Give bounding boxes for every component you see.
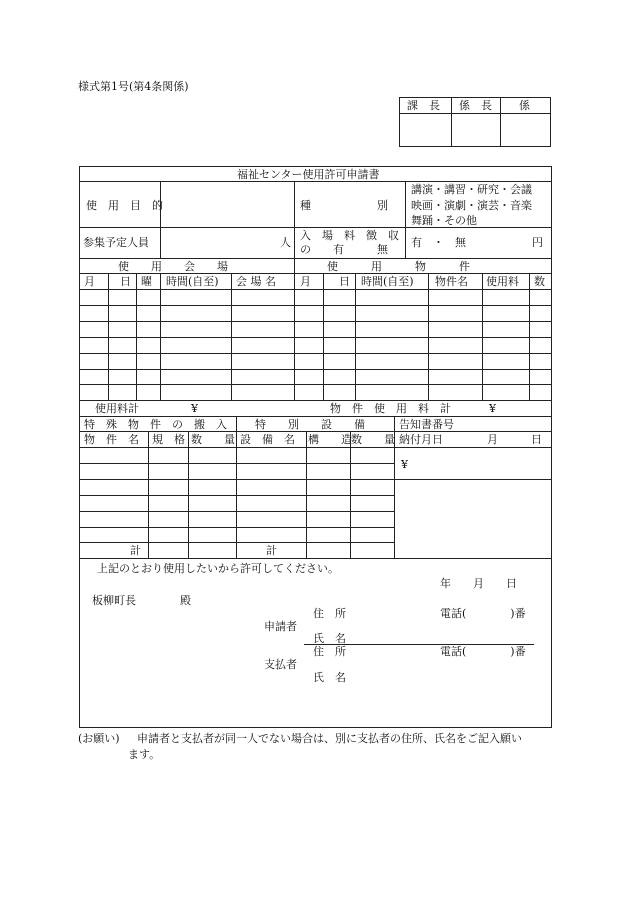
usage-fee-label: 使用料計 (95, 402, 139, 415)
applicant-label: 申請者 (264, 620, 297, 633)
attendees-unit: 人 (280, 236, 291, 249)
col-hall-name: 会 場 名 (236, 275, 276, 288)
applicant-address-label: 住 所 (313, 607, 346, 620)
addressee: 板柳町長 殿 (92, 594, 191, 607)
admission-unit: 円 (532, 236, 543, 249)
applicant-phone-label: 電話( )番 (440, 607, 526, 620)
payment-date: 納付月日 月 日 (399, 433, 542, 446)
col-time-2: 時間(自至) (361, 275, 414, 288)
special-equip-total: 計 (266, 544, 277, 557)
date-line: 年 月 日 (440, 577, 517, 590)
goods-fee-label: 物 件 使 用 料 計 (330, 402, 451, 415)
hall-use-header: 使 用 会 場 (118, 260, 228, 273)
sub-col-item: 物 件 名 (84, 433, 139, 446)
attendees-label: 参集予定人員 (83, 236, 149, 249)
type-option-2: 映画・演劇・演芸・音楽 (411, 199, 532, 212)
goods-use-header: 使 用 物 件 (327, 260, 470, 273)
col-month-2: 月 (300, 275, 311, 288)
payer-phone-label: 電話( )番 (440, 645, 526, 658)
payment-yen: ¥ (401, 458, 408, 471)
sub-col-struct: 構 造 (308, 433, 352, 446)
kakaricho-label: 係 長 (459, 99, 492, 112)
admission-value: 有 ・ 無 (411, 236, 466, 249)
notice-label: 告知書番号 (399, 418, 454, 431)
usage-fee-yen: ¥ (191, 402, 198, 415)
admission-label-2: の 有 無 (300, 243, 388, 256)
goods-fee-yen: ¥ (489, 402, 496, 415)
col-fee: 使用料 (486, 275, 519, 288)
note-prefix: (お願い) (78, 732, 120, 745)
form-title: 福祉センター使用許可申請書 (237, 168, 380, 181)
col-time: 時間(自至) (166, 275, 219, 288)
payer-name-label: 氏 名 (313, 671, 346, 684)
col-day: 日 (120, 275, 131, 288)
kacho-label: 課 長 (407, 99, 440, 112)
kakari-label: 係 (519, 99, 530, 112)
col-qty: 数 (534, 275, 545, 288)
special-equip-header: 特 別 設 備 (255, 418, 365, 431)
admission-label-1: 入 場 料 徴 収 (300, 229, 399, 242)
note-text: 申請者と支払者が同一人でない場合は、別に支払者の住所、氏名をご記入願い (137, 732, 522, 745)
payer-label: 支払者 (264, 658, 297, 671)
sub-col-qty-2: 数 量 (351, 433, 395, 446)
type-option-1: 講演・講習・研究・会議 (411, 183, 532, 196)
sub-col-spec: 規 格 (152, 433, 185, 446)
col-weekday: 曜 (141, 275, 152, 288)
sub-col-qty: 数 量 (191, 433, 235, 446)
applicant-name-label: 氏 名 (313, 632, 346, 645)
type-option-3: 舞踊・その他 (411, 214, 477, 227)
col-month: 月 (84, 275, 95, 288)
form-number: 様式第1号(第4条関係) (78, 80, 189, 93)
special-goods-header: 特 殊 物 件 の 搬 入 (84, 418, 227, 431)
special-goods-total: 計 (130, 544, 141, 557)
note-text-2: ます。 (128, 748, 161, 761)
sub-col-equip: 設 備 名 (240, 433, 295, 446)
type-label: 種 別 (300, 199, 388, 212)
request-text: 上記のとおり使用したいから許可してください。 (97, 562, 339, 575)
col-item-name: 物件名 (435, 275, 468, 288)
purpose-label: 使 用 目 的 (86, 199, 163, 212)
col-day-2: 日 (339, 275, 350, 288)
payer-address-label: 住 所 (313, 645, 346, 658)
